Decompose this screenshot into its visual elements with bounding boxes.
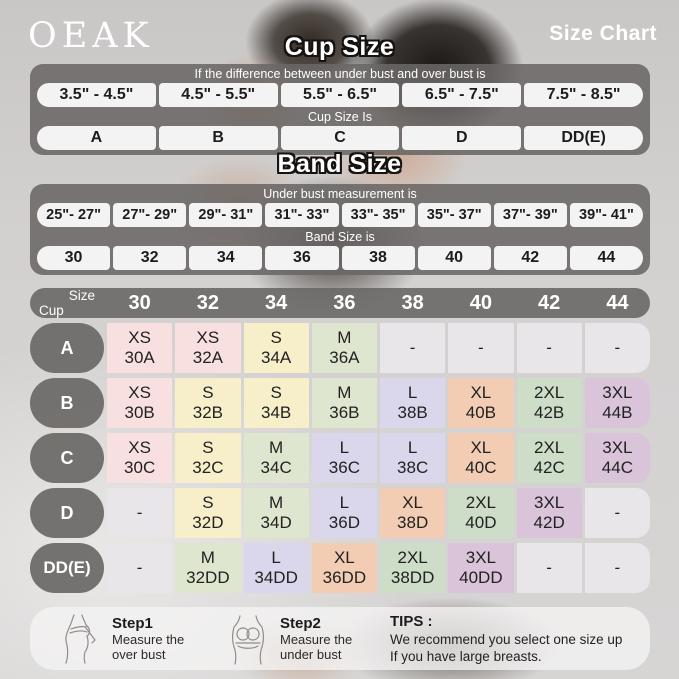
cell-code: 34D <box>260 513 292 532</box>
matrix-col-header: 34 <box>265 292 288 314</box>
cell-code: 42B <box>534 403 565 422</box>
matrix-col-header: 44 <box>606 292 629 314</box>
size-cell <box>448 378 513 428</box>
size-cell <box>312 378 377 428</box>
step1-block <box>112 615 200 662</box>
cell-size: L <box>407 383 418 402</box>
cell-size: S <box>202 438 214 457</box>
size-cell <box>175 488 240 538</box>
matrix-row-d <box>30 488 650 538</box>
cell-size: M <box>337 328 352 347</box>
cup-condition-label: If the difference between under bust and over bust is <box>194 67 486 81</box>
size-cell <box>107 543 172 593</box>
cell-size: L <box>339 493 350 512</box>
cell-size: 3XL <box>602 438 633 457</box>
cup-size-title: Cup Size <box>284 33 395 61</box>
size-cell <box>175 433 240 483</box>
cell-code: 36A <box>329 348 360 367</box>
band-range-cell: 31"- 33" <box>265 203 338 227</box>
size-cell <box>107 323 172 373</box>
cell-size: L <box>407 438 418 457</box>
cell-code: 44B <box>602 403 633 422</box>
band-size-title: Band Size <box>277 150 402 178</box>
cup-range-row <box>37 83 643 107</box>
band-range-cell: 27"- 29" <box>113 203 186 227</box>
cell-size: XL <box>470 438 492 457</box>
cell-code: 34C <box>260 458 292 477</box>
size-cell <box>585 323 650 373</box>
cell-size: M <box>200 548 215 567</box>
cell-size: XS <box>128 328 151 347</box>
size-cell <box>312 323 377 373</box>
cell-code: 40B <box>465 403 496 422</box>
band-number-cell: 32 <box>113 246 186 270</box>
size-cell <box>517 378 582 428</box>
cell-size: 2XL <box>465 493 496 512</box>
instructions-panel <box>30 607 650 670</box>
size-cell <box>380 488 445 538</box>
cell-code: 38C <box>397 458 429 477</box>
cell-size: - <box>136 558 143 577</box>
tips-block <box>390 613 622 665</box>
size-cell <box>175 378 240 428</box>
cell-code: 38DD <box>390 568 435 587</box>
cell-size: - <box>478 338 484 357</box>
row-label: DD(E) <box>30 543 104 593</box>
matrix-row-b <box>30 378 650 428</box>
cell-size: S <box>270 383 282 402</box>
cup-range-cell: 4.5" - 5.5" <box>159 83 278 107</box>
tips-title: TIPS : <box>390 612 433 630</box>
cell-size: XL <box>333 548 355 567</box>
cup-letter-cell: D <box>402 126 521 150</box>
row-label: A <box>30 323 104 373</box>
cell-code: 30C <box>124 458 156 477</box>
matrix-col-header: 32 <box>196 292 219 314</box>
cell-size: M <box>337 383 352 402</box>
size-cell <box>244 433 309 483</box>
band-result-label: Band Size is <box>305 230 375 244</box>
matrix-col-header: 30 <box>128 292 151 314</box>
matrix-col-header: 38 <box>401 292 424 314</box>
step1-desc: Measure the over bust <box>112 632 185 662</box>
matrix-corner <box>30 288 104 318</box>
cell-code: 32C <box>192 458 224 477</box>
cell-code: 40C <box>465 458 497 477</box>
cell-code: 36DD <box>322 568 367 587</box>
cell-code: 40D <box>465 513 497 532</box>
cell-size: - <box>546 338 552 357</box>
cell-code: 32D <box>192 513 224 532</box>
cell-size: M <box>269 438 284 457</box>
cell-code: 38D <box>397 513 429 532</box>
band-number-cell: 36 <box>265 246 338 270</box>
matrix-row-c <box>30 433 650 483</box>
cell-size: XS <box>128 383 151 402</box>
size-cell <box>380 378 445 428</box>
cup-letter-cell: B <box>159 126 278 150</box>
page-title: Size Chart <box>549 22 657 45</box>
cell-size: - <box>409 338 416 357</box>
cell-code: 36D <box>328 513 360 532</box>
cell-code: 34B <box>261 403 292 422</box>
matrix-header <box>30 288 650 318</box>
cell-code: 30A <box>124 348 155 367</box>
cell-code: 32A <box>192 348 223 367</box>
band-condition-label: Under bust measurement is <box>263 187 417 201</box>
matrix-col-header: 42 <box>538 292 561 314</box>
cell-size: - <box>614 338 621 357</box>
cup-range-cell: 5.5" - 6.5" <box>281 83 400 107</box>
cup-letter-cell: C <box>281 126 400 150</box>
band-number-cell: 42 <box>494 246 567 270</box>
cell-size: XL <box>402 493 424 512</box>
cell-code: 32B <box>192 403 223 422</box>
cell-code: 40DD <box>459 568 503 587</box>
matrix-row-a <box>30 323 650 373</box>
cell-size: S <box>202 493 214 512</box>
size-cell <box>585 433 650 483</box>
cell-size: 3XL <box>465 548 496 567</box>
cell-size: S <box>270 328 282 347</box>
band-range-cell: 25"- 27" <box>37 203 110 227</box>
cell-size: M <box>269 493 284 512</box>
size-cell <box>107 488 172 538</box>
step2-title: Step2 <box>280 615 321 632</box>
cell-code: 44C <box>601 458 633 477</box>
size-cell <box>585 488 650 538</box>
size-cell <box>448 488 513 538</box>
step2-desc: Measure the under bust <box>280 632 353 662</box>
size-cell <box>380 543 445 593</box>
measure-over-bust-icon <box>58 613 102 665</box>
corner-cup-label: Cup <box>39 303 64 318</box>
cell-size: 2XL <box>534 438 565 457</box>
size-cell <box>380 433 445 483</box>
cell-size: - <box>136 503 143 522</box>
cell-size: - <box>546 558 552 577</box>
cell-size: 2XL <box>534 383 565 402</box>
band-number-cell: 40 <box>418 246 491 270</box>
matrix-col-header: 40 <box>469 292 492 314</box>
cell-code: 42C <box>533 458 565 477</box>
cell-size: XL <box>470 383 492 402</box>
cell-code: 42D <box>533 513 565 532</box>
cell-size: 3XL <box>602 383 633 402</box>
cell-code: 34A <box>261 348 292 367</box>
size-cell <box>107 433 172 483</box>
cell-size: 2XL <box>397 548 428 567</box>
size-cell <box>585 378 650 428</box>
band-number-row <box>37 246 643 270</box>
band-range-cell: 37"- 39" <box>494 203 567 227</box>
step1-title: Step1 <box>112 615 153 632</box>
measure-under-bust-icon <box>226 613 270 665</box>
size-cell <box>448 433 513 483</box>
cell-size: L <box>271 548 281 567</box>
cell-size: S <box>202 383 214 402</box>
cup-letter-cell: A <box>37 126 156 150</box>
row-label: D <box>30 488 104 538</box>
tips-line-2: If you have large breasts. <box>390 648 542 664</box>
size-cell <box>517 323 582 373</box>
cell-code: 34DD <box>254 568 298 587</box>
size-cell <box>175 543 240 593</box>
size-cell <box>448 543 513 593</box>
corner-size-label: Size <box>68 288 95 303</box>
brand-logo: OEAK <box>28 16 154 56</box>
size-cell <box>312 488 377 538</box>
size-cell <box>107 378 172 428</box>
band-range-cell: 35"- 37" <box>418 203 491 227</box>
cell-code: 32DD <box>186 568 230 587</box>
band-range-cell: 39"- 41" <box>570 203 643 227</box>
band-range-cell: 33"- 35" <box>342 203 415 227</box>
cup-result-label: Cup Size Is <box>308 110 372 124</box>
cup-letter-cell: DD(E) <box>524 126 643 150</box>
size-cell <box>244 488 309 538</box>
matrix-row-dd <box>30 543 650 593</box>
band-number-cell: 30 <box>37 246 110 270</box>
size-cell <box>380 323 445 373</box>
cell-code: 30B <box>124 403 155 422</box>
size-cell <box>517 433 582 483</box>
size-cell <box>244 323 309 373</box>
band-number-cell: 38 <box>342 246 415 270</box>
cell-size: - <box>614 503 621 522</box>
size-cell <box>244 543 309 593</box>
size-matrix <box>30 288 650 593</box>
cell-code: 36C <box>328 458 360 477</box>
cup-letter-row <box>37 126 643 150</box>
cup-range-cell: 3.5" - 4.5" <box>37 83 156 107</box>
cell-size: 3XL <box>534 493 565 512</box>
matrix-col-header: 36 <box>333 292 356 314</box>
cell-size: XS <box>196 328 220 347</box>
size-cell <box>244 378 309 428</box>
step2-block <box>280 615 368 662</box>
size-cell <box>312 433 377 483</box>
size-cell <box>312 543 377 593</box>
cup-size-table <box>30 64 650 155</box>
band-number-cell: 44 <box>570 246 643 270</box>
cell-size: - <box>614 558 621 577</box>
band-size-table <box>30 184 650 275</box>
size-cell <box>448 323 513 373</box>
cell-size: XS <box>128 438 151 457</box>
cup-range-cell: 7.5" - 8.5" <box>524 83 643 107</box>
cup-range-cell: 6.5" - 7.5" <box>402 83 521 107</box>
size-cell <box>517 543 582 593</box>
band-range-row <box>37 203 643 227</box>
cell-size: L <box>339 438 350 457</box>
row-label: B <box>30 378 104 428</box>
size-cell <box>585 543 650 593</box>
row-label: C <box>30 433 104 483</box>
cell-code: 38B <box>397 403 428 422</box>
tips-line-1: We recommend you select one size up <box>390 631 623 647</box>
size-cell <box>517 488 582 538</box>
cell-code: 36B <box>329 403 360 422</box>
band-number-cell: 34 <box>189 246 262 270</box>
size-cell <box>175 323 240 373</box>
band-range-cell: 29"- 31" <box>189 203 262 227</box>
